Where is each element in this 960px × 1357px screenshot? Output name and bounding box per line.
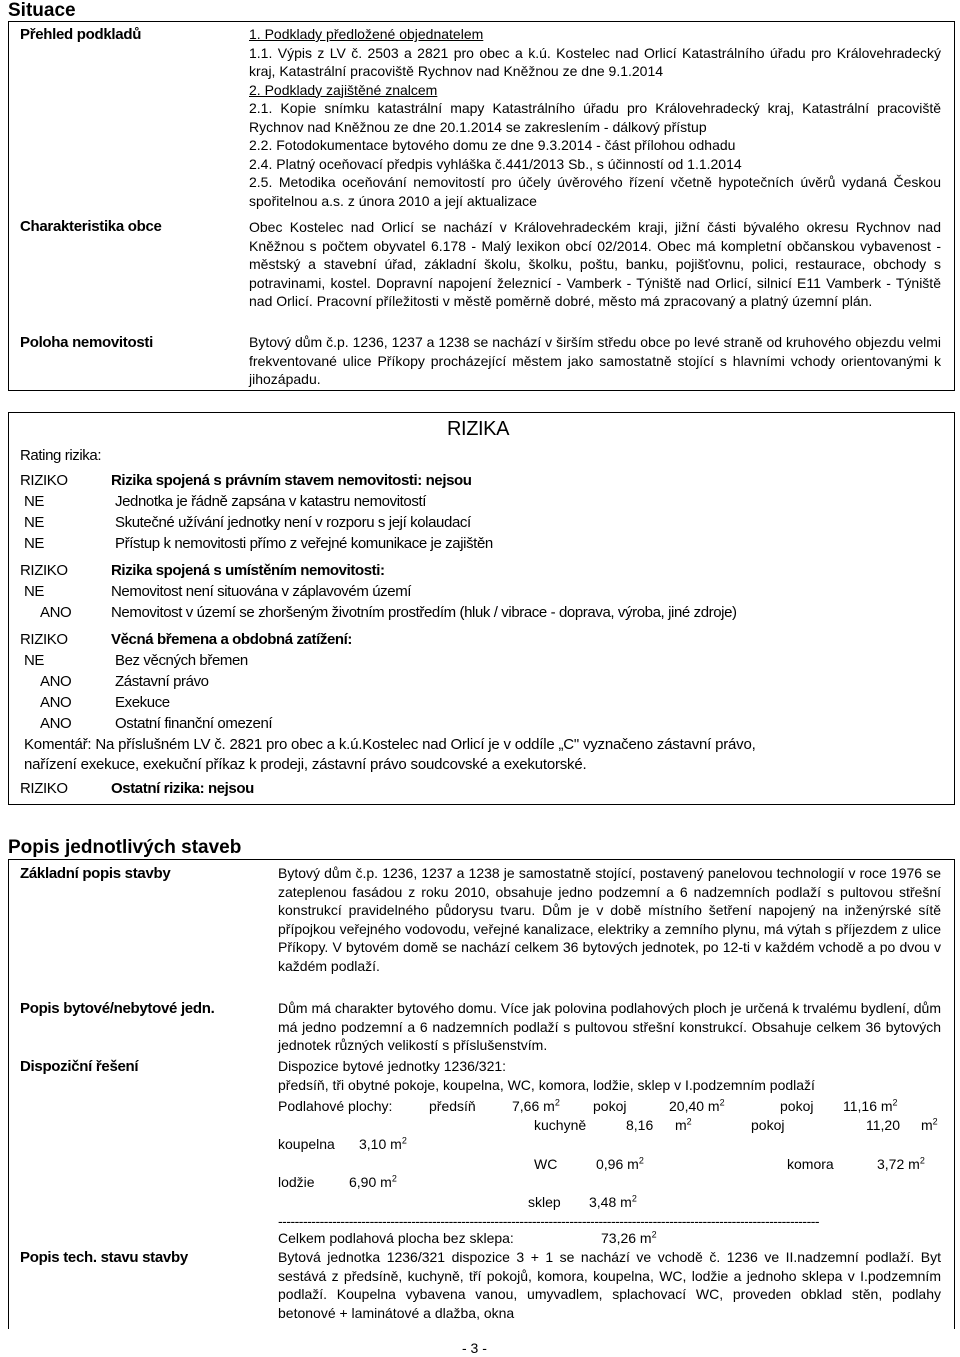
rizika-heading: RIZIKA [447, 418, 510, 440]
room-pokoj-2-area: 11,16 $m^2$ [843, 1097, 898, 1114]
risk-tag: RIZIKO [20, 562, 68, 579]
risk-item: Zástavní právo [115, 673, 209, 690]
risk-item: Přístup k nemovitosti přímo z veřejné komunikace je zajištěn [115, 535, 493, 552]
charakteristika-label: Charakteristika obce [20, 218, 162, 235]
room-lodzie-area: 6,90 $m^2$ [349, 1173, 397, 1190]
dispozice-line-2: předsíň, tři obytné pokoje, koupelna, WC, komora, lodžie, sklep v I.podzemním podlaží [278, 1077, 815, 1093]
situace-heading: Situace [8, 0, 76, 21]
prehled-line-6: 2.4. Platný oceňovací předpis vyhláška č.441/2013 Sb., s účinností od 1.1.2014 [249, 155, 742, 172]
risk-tag: NE [24, 652, 45, 669]
poloha-text: Bytový dům č.p. 1236, 1237 a 1238 se nachází v širším středu obce po levé straně od kruhového objezdu velmi frekventované ulice Příkopy procházející městem jako samostatně stojící s hlavními vchody orientovanými k jihozápadu. [249, 334, 941, 387]
risk-item: Ostatní finanční omezení [115, 715, 273, 732]
tech-text: Bytová jednotka 1236/321 dispozice 3 + 1 se nachází ve vchodě č. 1236 ve II.nadzemní podlaží. Byt sestává z předsíně, kuchyně, tří pokojů, komora, koupelna, WC, lodžie a jednoho sklepa v I.podzemním podlaží. Koupelna vybavena vanou, umyvadlem, splachovací WC, proveden obklad stěn, podlahy betonové + laminátové a dlažba, okna [278, 1249, 941, 1321]
prehled-line-4: 2.1. Kopie snímku katastrální mapy Katastrálního úřadu pro Královehradecký kraj, Katastrální pracoviště Rychnov nad Kněžnou ze dne 20.1.2014 se zakreslením - dálkový přístup [249, 100, 941, 135]
risk-item: Exekuce [115, 694, 170, 711]
room-kuchyne-unit: $m^2$ [675, 1116, 692, 1133]
room-pokoj-3-area: 11,20 [866, 1117, 900, 1133]
bytove-label: Popis bytové/nebytové jedn. [20, 1000, 215, 1017]
popis-heading: Popis jednotlivých staveb [8, 837, 242, 858]
risk-category: Rizika spojená s umístěním nemovitosti: [111, 562, 385, 579]
risk-item: Jednotka je řádně zapsána v katastru nemovitostí [115, 493, 426, 510]
room-lodzie: lodžie [278, 1174, 315, 1190]
risk-item: Nemovitost není situována v záplavovém území [111, 583, 412, 600]
risk-tag: NE [24, 514, 45, 531]
dispozice-line-1: Dispozice bytové jednotky 1236/321: [278, 1058, 507, 1074]
prehled-line-7: 2.5. Metodika oceňování nemovitostí pro účely úvěrového řízení včetně hypotečních úvěrů vydaná Českou spořitelnou a.s. z února 2010 a její aktualizace [249, 174, 941, 209]
room-wc-area: 0,96 $m^2$ [596, 1155, 644, 1172]
risk-tag: NE [24, 493, 45, 510]
prehled-line-3: 2. Podklady zajištěné znalcem [249, 81, 438, 98]
room-koupelna-area: 3,10 $m^2$ [359, 1135, 407, 1152]
komentar-line-2: nařízení exekuce, exekuční příkaz k prodeji, zástavní právo soudcovské a exekutorské. [24, 756, 587, 773]
prehled-list [249, 25, 941, 210]
room-komora-area: 3,72 $m^2$ [877, 1155, 925, 1172]
room-wc: WC [534, 1156, 558, 1172]
page-number: - 3 - [462, 1340, 487, 1356]
zakladni-text: Bytový dům č.p. 1236, 1237 a 1238 je samostatně stojící, postavený panelovou technologií v roce 1976 se zateplenou fasádou z roku 2010, obsahuje jedno podzemní a 6 nadzemních podlaží s pultovou střešní konstrukcí pravidelného půdorysu tvaru. Dům je v době místního šetření napojený na inženýrské sítě přípojkou veřejného vodovodu, veřejné kanalizace, elektriky a zemního plynu, má výtah s příjezdem z ulice Příkopy. V bytovém domě se nachází celkem 36 bytových jednotek, po 12-ti v každém vchodě a po dvou v každém podlaží. [278, 865, 941, 974]
risk-tag: ANO [40, 715, 72, 732]
room-sklep: sklep [528, 1194, 561, 1210]
room-kuchyne: kuchyně [534, 1117, 587, 1133]
room-pokoj-3: pokoj [751, 1117, 785, 1133]
risk-item: Nemovitost v území se zhoršeným životním prostředím (hluk / vibrace - doprava, výroba, jiné zdroje) [111, 604, 737, 621]
room-koupelna: koupelna [278, 1136, 335, 1152]
room-predsin: předsíň [429, 1098, 476, 1114]
risk-item: Bez věcných břemen [115, 652, 248, 669]
room-pokoj-1: pokoj [593, 1098, 627, 1114]
risk-tag: NE [24, 583, 45, 600]
prehled-line-1: 1. Podklady předložené objednatelem [249, 26, 484, 42]
room-predsin-area: 7,66 $m^2$ [512, 1097, 560, 1114]
zakladni-label: Základní popis stavby [20, 865, 171, 882]
room-sklep-area: 3,48 $m^2$ [589, 1193, 637, 1210]
last-risk-tag: RIZIKO [20, 780, 68, 797]
room-pokoj-3-unit: $m^2$ [921, 1116, 938, 1133]
rating-label: Rating rizika: [20, 447, 102, 464]
dashed-separator: ---------------------------------------------------------------------------------------------------------------------------------- [278, 1213, 820, 1229]
risk-item: Skutečné užívání jednotky není v rozporu s její kolaudací [115, 514, 471, 531]
plochy-label: Podlahové plochy: [278, 1098, 393, 1114]
room-kuchyne-area: 8,16 [626, 1117, 654, 1133]
room-pokoj-2: pokoj [780, 1098, 814, 1114]
last-risk-text: Ostatní rizika: nejsou [111, 780, 254, 797]
prehled-line-2: 1.1. Výpis z LV č. 2503 a 2821 pro obec a k.ú. Kostelec nad Orlicí Katastrálního úřadu pro Královehradecký kraj, Katastrální pracoviště Rychnov nad Kněžnou ze dne 9.1.2014 [249, 44, 941, 79]
risk-tag: RIZIKO [20, 472, 68, 489]
prehled-line-5: 2.2. Fotodokumentace bytového domu ze dne 9.3.2014 - část přílohou odhadu [249, 137, 736, 153]
risk-tag: ANO [40, 673, 72, 690]
tech-label: Popis tech. stavu stavby [20, 1249, 188, 1266]
poloha-label: Poloha nemovitosti [20, 334, 153, 351]
celkem-value: 73,26 $m^2$ [601, 1229, 657, 1246]
prehled-label: Přehled podkladů [20, 26, 142, 43]
risk-tag: ANO [40, 694, 72, 711]
celkem-label: Celkem podlahová plocha bez sklepa: [278, 1230, 514, 1246]
risk-category: Rizika spojená s právním stavem nemovitosti: nejsou [111, 472, 472, 489]
room-pokoj-1-area: 20,40 $m^2$ [669, 1097, 725, 1114]
komentar-line-1: Komentář: Na příslušném LV č. 2821 pro obec a k.ú.Kostelec nad Orlicí je v oddíle „C" vyznačeno zástavní právo, [24, 736, 756, 753]
risk-category: Věcná břemena a obdobná zatížení: [111, 631, 353, 648]
room-komora: komora [787, 1156, 834, 1172]
risk-tag: RIZIKO [20, 631, 68, 648]
risk-tag: NE [24, 535, 45, 552]
risk-tag: ANO [40, 604, 72, 621]
charakteristika-text: Obec Kostelec nad Orlicí se nachází v Královehradeckém kraji, jižní části bývalého okresu Rychnov nad Kněžnou s počtem obyvatel 6.178 - Malý lexikon obcí 02/2014. Obec má kompletní občanskou vybavenost - městský a stavební úřad, základní školu, školku, poštu, banku, pojišťovnu, polici, restaurace, obchody s potravinami, kostel. Dopravní napojení železnicí - Vamberk - Týniště nad Orlicí, silnicí E11 Vamberk - Týniště nad Orlicí. Pracovní příležitosti v městě poměrně dobré, město má zpracovaný a platný územní plán. [249, 219, 941, 309]
bytove-text: Dům má charakter bytového domu. Více jak polovina podlahových ploch je určená k trvalému bydlení, dům má jedno podzemní a 6 nadzemních podlaží s pultovou střešní konstrukcí. Obsahuje celkem 36 bytových jednotek různých velikostí s příslušenstvím. [278, 1000, 941, 1053]
dispozicni-label: Dispoziční řešení [20, 1058, 139, 1075]
